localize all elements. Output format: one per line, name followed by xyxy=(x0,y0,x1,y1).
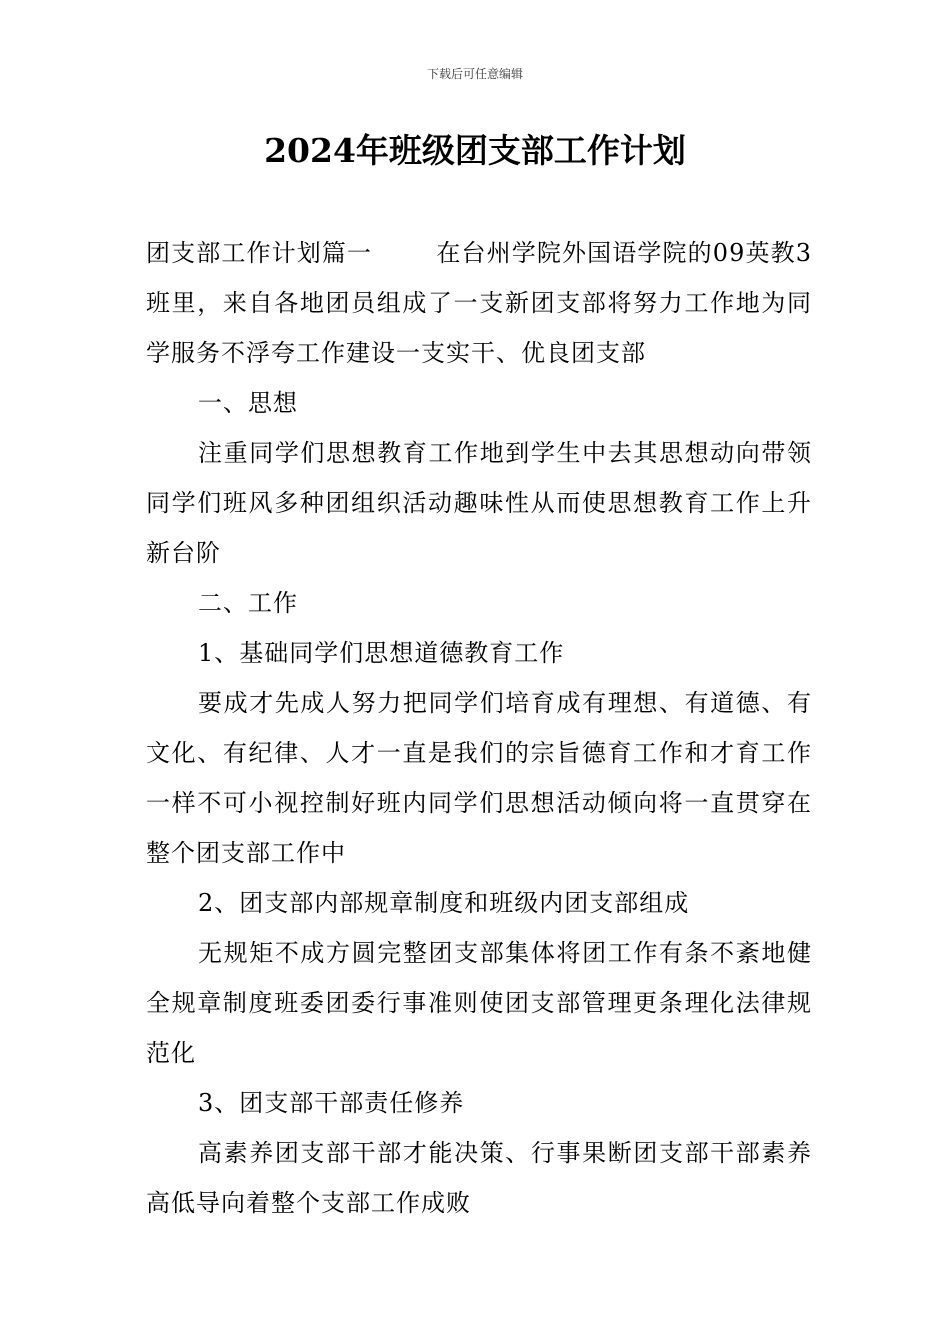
intro-label: 团支部工作计划篇一 xyxy=(146,239,373,267)
document-body xyxy=(146,228,812,1228)
document-title: 2024年班级团支部工作计划 xyxy=(264,131,686,170)
intro-text: 在台州学院外国语学院的09英教3班里，来自各地团员组成了一支新团支部将努力工作地为同学服务不浮夸工作建设一支实干、优良团支部 xyxy=(146,239,813,367)
body-paragraph: 无规矩不成方圆完整团支部集体将团工作有条不紊地健全规章制度班委团委行事准则使团支部管理更条理化法律规范化 xyxy=(146,939,812,1067)
intro-paragraph xyxy=(146,228,812,378)
subsection-heading: 1、基础同学们思想道德教育工作 xyxy=(198,639,565,667)
subsection-heading: 2、团支部内部规章制度和班级内团支部组成 xyxy=(198,889,690,917)
body-paragraph: 注重同学们思想教育工作地到学生中去其思想动向带领同学们班风多种团组织活动趣味性从而使思想教育工作上升新台阶 xyxy=(146,439,812,567)
body-paragraph: 高素养团支部干部才能决策、行事果断团支部干部素养高低导向着整个支部工作成败 xyxy=(146,1139,812,1217)
header-note: 下载后可任意编辑 xyxy=(426,67,523,81)
subsection-heading: 3、团支部干部责任修养 xyxy=(198,1089,465,1117)
body-paragraph: 要成才先成人努力把同学们培育成有理想、有道德、有文化、有纪律、人才一直是我们的宗旨德育工作和才育工作一样不可小视控制好班内同学们思想活动倾向将一直贯穿在整个团支部工作中 xyxy=(146,689,812,867)
section-heading-work: 二、工作 xyxy=(198,589,298,617)
section-heading-thought: 一、思想 xyxy=(198,389,298,417)
